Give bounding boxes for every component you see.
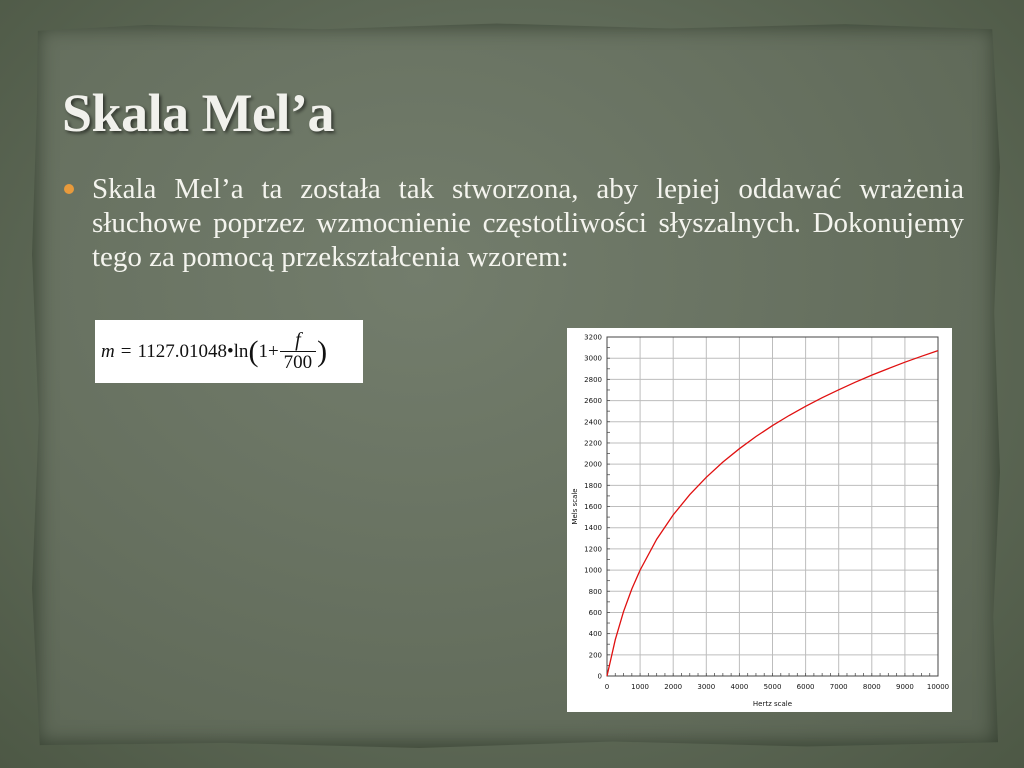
y-tick-label: 1200 — [584, 545, 602, 554]
y-tick-label: 3000 — [584, 354, 602, 363]
y-tick-label: 2000 — [584, 460, 602, 469]
formula-lhs: m — [101, 340, 115, 362]
formula-one: 1 — [258, 340, 268, 362]
x-tick-label: 8000 — [862, 683, 881, 691]
bullet-item — [60, 172, 964, 274]
formula-fraction — [280, 329, 317, 374]
formula-denominator: 700 — [283, 352, 313, 373]
x-tick-label: 9000 — [895, 683, 914, 691]
x-tick-label: 10000 — [926, 683, 950, 691]
x-tick-label: 1000 — [631, 683, 650, 691]
y-tick-label: 400 — [588, 630, 602, 639]
y-tick-label: 2200 — [584, 439, 602, 448]
y-tick-label: 1400 — [584, 524, 602, 533]
x-tick-label: 3000 — [697, 683, 716, 691]
y-tick-label: 2600 — [584, 397, 602, 406]
formula-operator: • — [227, 340, 234, 362]
y-tick-label: 200 — [588, 651, 602, 660]
x-tick-label: 2000 — [664, 683, 683, 691]
y-tick-label: 0 — [597, 672, 602, 681]
y-tick-label: 600 — [588, 608, 602, 617]
y-tick-label: 2800 — [584, 375, 602, 384]
mel-chart-svg — [567, 328, 952, 712]
formula-numerator: f — [295, 329, 301, 351]
y-tick-label: 1000 — [584, 566, 602, 575]
formula-plus: + — [267, 340, 279, 362]
formula-close-paren: ) — [317, 334, 328, 368]
x-tick-label: 4000 — [730, 683, 749, 691]
y-axis-label: Mels scale — [571, 488, 579, 525]
bullet-text: Skala Mel’a ta została tak stworzona, aby lepiej oddawać wrażenia słuchowe poprzez wzmocnienie częstotliwości słyszalnych. Dokonujemy tego za pomocą przekształcenia wzorem: — [92, 173, 964, 273]
x-tick-label: 5000 — [763, 683, 782, 691]
y-tick-label: 1800 — [584, 481, 602, 490]
formula-coefficient: 1127.01048 — [137, 340, 227, 362]
formula-equals: = — [120, 340, 132, 362]
x-tick-label: 0 — [604, 683, 610, 691]
mel-formula-image — [95, 320, 363, 383]
y-tick-label: 3200 — [584, 333, 602, 342]
slide-title: Skala Mel’a — [62, 83, 334, 143]
bullet-dot-icon — [64, 184, 74, 194]
formula-function: ln — [233, 340, 249, 362]
y-tick-label: 1600 — [584, 503, 602, 511]
x-tick-label: 6000 — [796, 683, 815, 691]
mel-chart — [567, 328, 952, 712]
x-tick-label: 7000 — [829, 683, 848, 691]
y-tick-label: 800 — [588, 587, 602, 596]
formula-open-paren: ( — [248, 334, 259, 368]
y-tick-label: 2400 — [584, 418, 602, 427]
x-axis-label: Hertz scale — [752, 700, 793, 708]
